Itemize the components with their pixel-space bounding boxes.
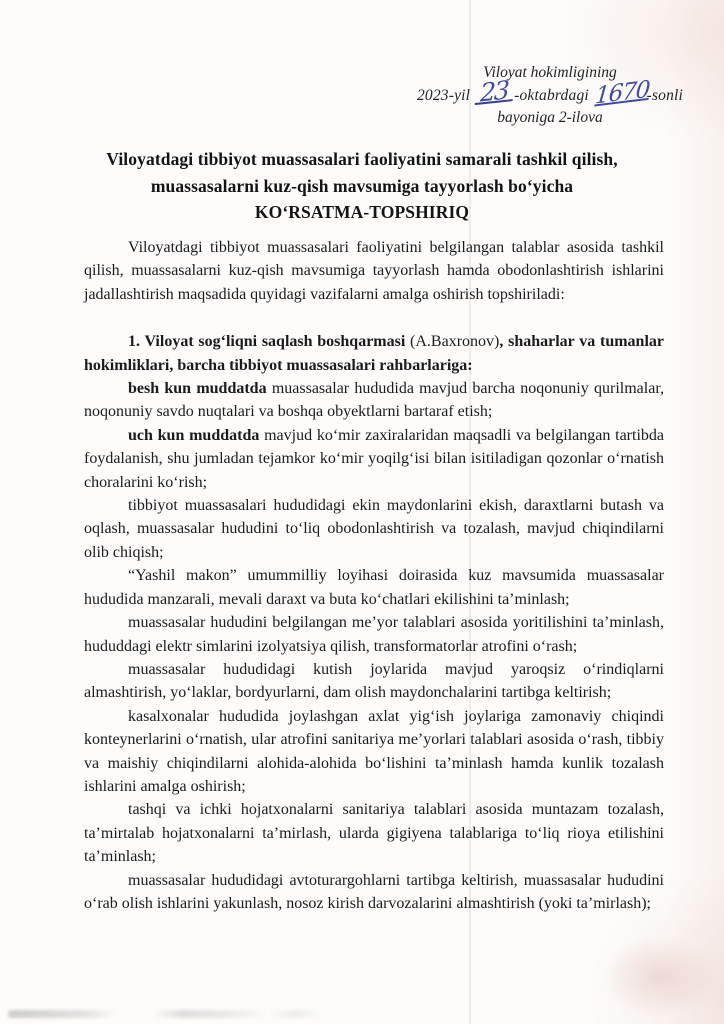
document-body	[84, 236, 664, 915]
task-chiqindi-konteynerlari	[84, 705, 664, 799]
task-avtoturargohlar	[84, 869, 664, 916]
task-besh-kun	[84, 377, 664, 424]
annex-date-prefix: 2023-yil	[416, 87, 475, 104]
scan-edge-stain	[594, 930, 724, 1024]
title-line-3: KO‘RSATMA-TOPSHIRIQ	[254, 202, 470, 222]
annex-number-suffix: -sonli	[646, 87, 684, 104]
annex-line-date-number	[392, 75, 708, 110]
annex-line-ilova: bayoniga 2-ilova	[497, 109, 603, 126]
handwritten-day: 23	[475, 82, 513, 105]
text-run: muassasalar hududida mavjud barcha noqonuniy qurilmalar, noqonuniy savdo nuqtalari va boshqa obyektlarni bartaraf etish;	[84, 380, 664, 421]
handwritten-document-number: 1670	[594, 76, 651, 110]
title-line-1: Viloyatdagi tibbiyot muassasalari faoliyatini samarali tashkil qilish,	[106, 149, 618, 169]
task-yashil-makon	[84, 564, 664, 611]
text-run: muassasalar hududini belgilangan me’yor talablari asosida yoritilishini ta’minlash, hududdagi elektr simlarini izolyatsiya qilish, transformatorlar atrofini o‘rash;	[84, 614, 664, 655]
task-uch-kun	[84, 424, 664, 494]
text-run: tashqi va ichki hojatxonalarni sanitariya talablari asosida muntazam tozalash, ta’mirtalab hojatxonalarni ta’mirlash, ularda gigiyena talablariga to‘liq rioya etilishini ta’minlash;	[84, 801, 664, 866]
annex-line-authority: Viloyat hokimligining	[483, 64, 617, 81]
section-1-heading	[84, 330, 664, 377]
bold-text-run: , shaharlar va tumanlar hokimliklari, barcha tibbiyot muassasalari rahbarlariga:	[84, 333, 664, 374]
text-run: muassasalar hududidagi kutish joylarida mavjud yaroqsiz o‘rindiqlarni almashtirish, yo‘laklar, bordyurlarni, dam olish maydonchalarini tartibga keltirish;	[84, 660, 664, 702]
bold-text-run: 1. Viloyat sog‘liqni saqlash boshqarmasi	[128, 333, 411, 351]
text-run: (A.Baxronov)	[410, 333, 500, 351]
scan-bleedthrough-smudge	[8, 1010, 428, 1018]
bold-text-run: besh kun muddatda	[128, 380, 267, 398]
task-hojatxonalar	[84, 798, 664, 868]
intro-paragraph	[84, 236, 664, 306]
text-run: “Yashil makon” umummilliy loyihasi doirasida kuz mavsumida muassasalar hududida manzarali, mevali daraxt va buta ko‘chatlari ekilishini ta’minlash;	[84, 567, 664, 608]
annex-header	[392, 62, 708, 129]
text-run: kasalxonalar hududida joylashgan axlat yig‘ish joylariga zamonaviy chiqindi konteynerlarini o‘rnatish, ular atrofini sanitariya me’yorlari talablari asosida o‘rash, tibbiy va maishiy chiqindilarni alohida-alohida bo‘lishini ta’minlash hamda kunlik tozalash ishlarini amalga oshirish;	[84, 707, 664, 795]
task-yoritish	[84, 611, 664, 658]
text-run: mavjud ko‘mir zaxiralaridan maqsadli va belgilangan tartibda foydalanish, shu jumladan tejamkor ko‘mir yoqilg‘isi bilan isitiladigan qozonlar o‘rnatish choralarini ko‘rish;	[84, 426, 664, 491]
document-title	[40, 146, 684, 226]
text-run: Viloyatdagi tibbiyot muassasalari faoliyatini belgilangan talablar asosida tashkil qilish, muassasalarni kuz-qish mavsumiga tayyorlash hamda obodonlashtirish ishlarini jadallashtirish maqsadida quyidagi vazifalarni amalga oshirish topshiriladi:	[84, 239, 664, 303]
annex-date-mid: -oktabrdagi	[514, 87, 593, 104]
task-ekin-maydonlari	[84, 494, 664, 564]
text-run: tibbiyot muassasalari hududidagi ekin maydonlarini ekish, daraxtlarni butash va oqlash, muassasalar hududini to‘liq obodonlashtirish va tozalash, mavjud chiqindilarni olib chiqish;	[84, 497, 664, 561]
task-kutish-joylari	[84, 658, 664, 705]
title-line-2: muassasalarni kuz-qish mavsumiga tayyorlash bo‘yicha	[150, 175, 574, 196]
text-run: muassasalar hududidagi avtoturargohlarni tartibga keltirish, muassasalar hududini o‘rab olish ishlarini yakunlash, nosoz kirish darvozalarini almashtirish (yoki ta’mirlash);	[84, 871, 664, 912]
bold-text-run: uch kun muddatda	[128, 426, 260, 444]
